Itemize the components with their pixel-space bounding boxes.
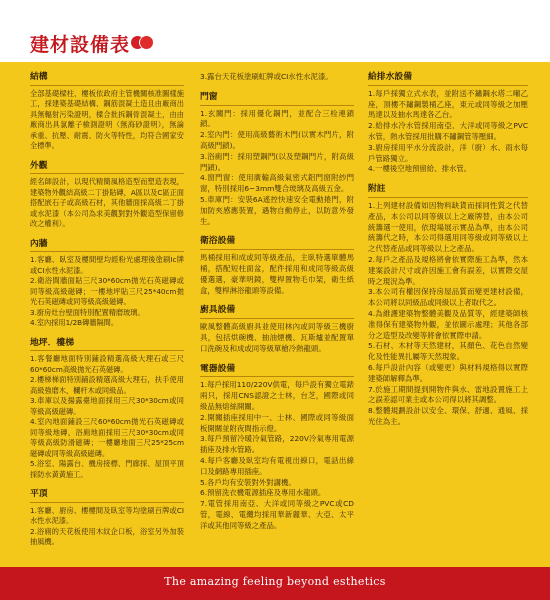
list-item: 4.室內採用1/2B磚牆隔間。	[30, 318, 119, 327]
spec-section	[200, 364, 354, 532]
list-item: 2.室內門：使用高級藝術木門(以實木門片，附高級門鎖)。	[200, 130, 354, 150]
spec-section	[200, 305, 354, 354]
section-heading: 給排水設備	[368, 72, 528, 86]
red-dot-icon	[140, 36, 153, 49]
list-item: 6.預留洗衣機電源插座及專用水龍頭。	[200, 488, 326, 498]
list-item: 1.玄關門：採用優化鋼門，並配合三栓連鎖鎖。	[200, 108, 354, 129]
column-2	[200, 72, 354, 540]
list-item: 8.整體規劃設計以安全、環保、舒適、通風、採光住為主。	[368, 406, 528, 426]
section-heading: 內牆	[30, 239, 184, 253]
header	[0, 0, 550, 62]
list-item: 4.室內地面鋪設三尺60*60cm拋光石英磁磚或同等級地磚，浴廁地面採用三尺30*30cm或同等級高級防滑磁磚；一樓廳地面三尺25*25cm磁磚或同等級高級磁磚。	[30, 417, 184, 458]
list-item: 4.為維護建築物整體美觀及品質等，經建築師核准得保有建築物外觀，並依圖示處理；其他各部分之造型及改變等將會依實際申請。	[368, 308, 528, 340]
spec-section	[30, 72, 184, 152]
footer-slogan: The amazing feeling beyond esthetics	[164, 575, 386, 588]
spec-section	[200, 72, 354, 83]
list-item: 3.車庫以及揚露臺地面採用三尺30*30cm或同等級高級磁磚。	[30, 396, 184, 416]
spec-section	[30, 489, 184, 548]
spec-section	[368, 184, 528, 428]
list-item: 1.客廳、臥室及樓間壁均經粉光處理後塗刷Ic牌或CI水性水泥漆。	[30, 255, 184, 275]
spec-section	[30, 338, 184, 481]
list-item: 3.浴廁門：採用塑鋼門(以及塑鋼門片，附高級門鎖)。	[200, 151, 354, 172]
section-heading: 衛浴設備	[200, 236, 354, 250]
list-item: 4.窗門窗：使用廣輸高級氣密式鋁門窗附紗門窗，特別採用6~3mm雙合玻璃及高級五金。	[200, 173, 354, 194]
page-title: 建材設備表	[30, 34, 131, 56]
section-heading: 結構	[30, 72, 184, 86]
list-item: 1.客餐廳地面特別鋪設精選高級大理石或三尺60*60cm高級拋光石英磁磚。	[30, 354, 184, 374]
list-item: 3.露台天花板塗刷虹牌或CI水性水泥漆。	[200, 72, 333, 81]
list-item: 1.上列建材設備如因物料缺貨而採同性質之代替產品，本公司以同等級以上之廠牌替，由本公司統籌選一使用，依現場展示實品為準，由本公司統籌代之時，本公司得選用同等級或同等級以上之代替產品或同等級以上之產品。	[368, 200, 528, 254]
section-heading: 外觀	[30, 161, 184, 175]
list-item: 1.客廳、廚房、樓樓間及臥室等均塗刷百牌或CI水性水泥漆。	[30, 505, 184, 525]
section-heading: 廚具設備	[200, 305, 354, 319]
column-1	[30, 72, 184, 557]
column-3	[368, 72, 528, 437]
list-item: 2.開關插座採用中一、士林、國際或同等級面板開關並附夜間指示燈。	[200, 412, 354, 433]
section-text: 全部基礎樑柱、樓板依政府主管機關核准圖樣施工，採建築基礎結構、鋼筋混凝土造且由廠商出具無輻射污染證明，樑合批拆鋼骨混凝土，由由廠商出具氯離子檢測證明（無海砂證明），無論承重、抗壓、耐震、防火等特性，均符合國家安全標準。	[30, 88, 184, 150]
list-item: 3.本公司有權因保持房屋品質而變更建材設備，本公司將以同級品或同級以上者取代之。	[368, 287, 528, 308]
section-text: 經名師設計，以現代精簡風格造型而塑造表現，建築物外觀結高級二丁掛貼磚，A區以及C區正面搭配嵌石子或高級石材，其他牆面採高級二丁掛或水泥漆（本公司為求美觀對對外觀造型保留修改之權利）。	[30, 177, 184, 228]
spec-section	[30, 161, 184, 230]
list-item: 5.浴室、陽露台、機房接標、門廊採、屋頂平頂採防水黃黃施工。	[30, 459, 184, 479]
section-heading: 附註	[368, 184, 528, 198]
list-item: 7.電管採用南亞、大洋或同等級之PVC或CD管，電線、電纜均採用華新麗華、大亞、太平洋或其他同等級之產品。	[200, 499, 354, 530]
spec-section	[30, 239, 184, 329]
list-item: 5.石材、木材等天然建材，其顏色、花色自然變化及性能異扎屬等天然現象。	[368, 341, 528, 362]
list-item: 4.每戶客廳及臥室均有電視出線口，電話出線口及網路專用插座。	[200, 455, 354, 476]
list-item: 2.給排水冷水管採用南亞、大洋或同等級之PVC水管，熱水管採用批購不鏽鋼管等壓細。	[368, 121, 528, 141]
list-item: 6.每戶設計內容（或變更）與材料規格得以實際建築師解釋為準。	[368, 362, 528, 383]
list-item: 1.每戶採用110/220V供電，每戶設有獨立電錶兩只，採用CNS認證之士林，台芝，國際或同級品無熔絲開關。	[200, 380, 354, 411]
section-heading: 電器設備	[200, 364, 354, 378]
section-heading: 地坪．樓梯	[30, 338, 184, 352]
list-item: 3.廚房採用平水分流設計，洋（廚）水、雨水每戶管路獨立。	[368, 142, 528, 163]
list-item: 5.車庫門：安裝6A遙控快速安全電動捲門，附加防夾感應裝置，遇物自動停止，以防意外發生。	[200, 194, 354, 226]
list-item: 2.浴廁的天花板使用木紋企口板，浴室另外加裝抽風機。	[30, 526, 184, 546]
list-item: 2.每戶之產品及規格將會依實際施工為準，然本建案設計尺寸或許因施工會有誤差，以實際交屋時之現況為準。	[368, 254, 528, 286]
list-item: 7.於施工期間提到開物件與水、雷地設置施工上之誤差認可業主或本公司得以將其調整。	[368, 384, 528, 405]
spec-section	[200, 92, 354, 228]
section-text: 歐風整體高級廚具並使用林內或同等級三機廚具，包括烘碗機、抽油煙機、瓦斯爐並配置單口洗碗及和成或同等級單槍冷熱龍頭。	[200, 322, 354, 353]
list-item: 1.每戶採獨立式水表，並附送不鏽鋼水塔二噸乙座，頂樓不鏽鋼製桶乙座，東元或同等級之加壓馬達以及抽水馬達各乙台。	[368, 88, 528, 120]
spec-section	[368, 72, 528, 175]
list-item: 5.各戶均有安裝對外對講機。	[200, 477, 296, 487]
section-heading: 平頂	[30, 489, 184, 503]
list-item: 3.每戶預留冷暖冷氣管路，220V冷氣專用電源插座及排水管路。	[200, 434, 354, 455]
list-item: 4.一樓後空地預留給、排水管。	[368, 164, 472, 174]
list-item: 3.廚房灶台壁面特別配置精磨玻璃。	[30, 307, 145, 317]
section-heading: 門窗	[200, 92, 354, 106]
spec-section	[200, 236, 354, 296]
list-item: 2.衛浴間牆面貼三尺30*60cm拋光石英磁磚或同等級高級磁磚；一樓地坪貼三尺25*40cm拋光石英磁磚或同等級高級磁磚。	[30, 276, 184, 306]
section-text: 馬桶採用和成或同等級產品，主臥特選單體馬桶，搭配短柱面盆，配件採用和成同等級高級優選選，豪華明鏡，雙桿置物毛巾架，衛生紙盒，雙桿淋浴龍頭等設備。	[200, 253, 354, 295]
list-item: 2.樓梯梯面特別鋪設精選高級大理石，扶手使用高級強磨木，欄杆木或同級品。	[30, 375, 184, 395]
